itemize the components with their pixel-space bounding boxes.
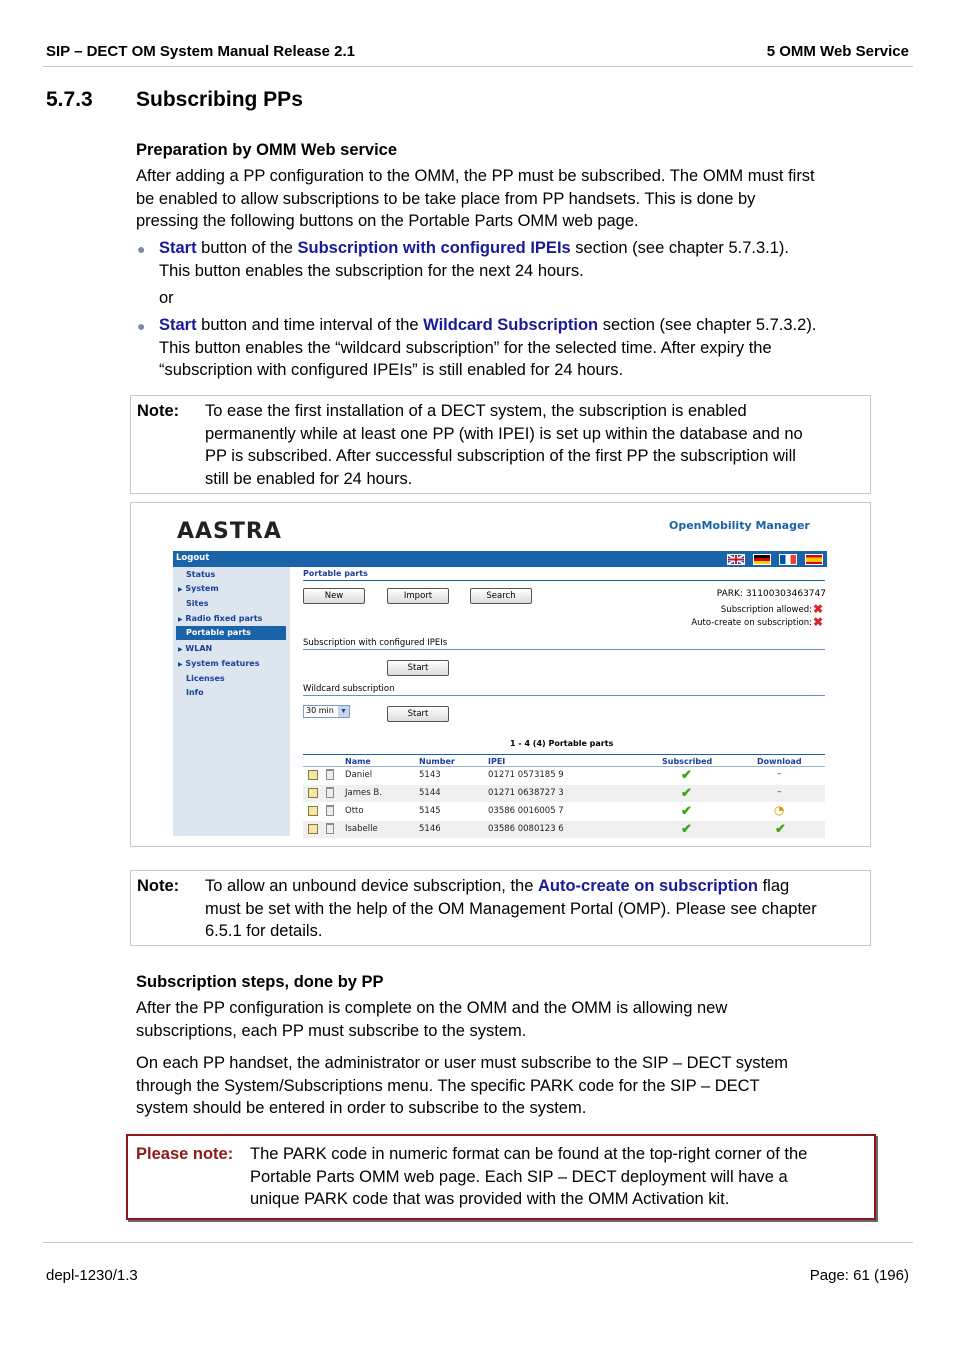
park-code: PARK: 31100303463747 bbox=[716, 589, 826, 599]
nav-portable-parts[interactable]: Portable parts bbox=[176, 626, 286, 640]
text-line: must be set with the help of the OM Management Portal (OMP). Please see chapter bbox=[205, 899, 817, 918]
prep-paragraph bbox=[136, 165, 815, 233]
check-icon: ✔ bbox=[681, 785, 692, 800]
cell-number: 5144 bbox=[419, 788, 441, 798]
nav-system-features[interactable] bbox=[178, 659, 260, 668]
note-box-1 bbox=[130, 395, 871, 494]
section-ipei-label: Subscription with configured IPEIs bbox=[303, 638, 448, 648]
please-note-label: Please note: bbox=[136, 1145, 234, 1163]
section-wildcard-label: Wildcard subscription bbox=[303, 684, 395, 694]
text: button and time interval of the bbox=[196, 316, 424, 334]
cell-number: 5143 bbox=[419, 770, 441, 780]
trash-icon[interactable] bbox=[326, 769, 334, 780]
nav-label: System bbox=[185, 584, 219, 593]
table-row[interactable] bbox=[303, 785, 825, 802]
col-download[interactable]: Download bbox=[757, 757, 802, 766]
nav-wlan[interactable] bbox=[178, 644, 212, 653]
triangle-right-icon: ▶ bbox=[178, 616, 183, 623]
text-line: permanently while at least one PP (with IPEI) is set up within the database and no bbox=[205, 424, 803, 443]
table-row[interactable] bbox=[303, 821, 825, 838]
cell-name: James B. bbox=[345, 788, 382, 798]
table-body bbox=[303, 767, 825, 839]
footer-right: Page: 61 (196) bbox=[809, 1267, 909, 1284]
col-number[interactable]: Number bbox=[419, 757, 455, 766]
prep-heading: Preparation by OMM Web service bbox=[136, 141, 398, 159]
title-rule bbox=[303, 580, 825, 581]
bullet-icon: ● bbox=[137, 241, 146, 257]
flag-es-icon[interactable] bbox=[805, 554, 823, 565]
cell-ipei: 01271 0573185 9 bbox=[488, 770, 564, 780]
product-name: OpenMobility Manager bbox=[669, 519, 810, 532]
flag-de-icon[interactable] bbox=[753, 554, 771, 565]
text: To allow an unbound device subscription, the bbox=[205, 877, 538, 895]
start-link: Start bbox=[159, 316, 197, 334]
trash-icon[interactable] bbox=[326, 823, 334, 834]
note-text bbox=[205, 875, 817, 943]
auto-create-link: Auto-create on subscription bbox=[537, 877, 758, 895]
edit-icon[interactable] bbox=[308, 824, 318, 834]
note-box-2 bbox=[130, 870, 871, 946]
text: flag bbox=[758, 877, 790, 895]
bullet-item-2 bbox=[159, 314, 816, 382]
text: button of the bbox=[196, 239, 298, 257]
start-link: Start bbox=[159, 239, 197, 257]
new-button[interactable]: New bbox=[303, 588, 365, 604]
triangle-right-icon: ▶ bbox=[178, 661, 183, 668]
text-line: To ease the first installation of a DECT system, the subscription is enabled bbox=[205, 402, 747, 420]
text-line: After adding a PP configuration to the OMM, the PP must be subscribed. The OMM must first bbox=[136, 167, 815, 185]
please-note-box bbox=[126, 1134, 876, 1220]
check-icon: ✔ bbox=[681, 803, 692, 818]
text-line: system should be entered in order to subscribe to the system. bbox=[136, 1099, 587, 1117]
trash-icon[interactable] bbox=[326, 805, 334, 816]
bullet-icon: ● bbox=[137, 318, 146, 334]
cross-icon: ✖ bbox=[813, 615, 824, 629]
text-line: This button enables the subscription for the next 24 hours. bbox=[159, 261, 584, 280]
cross-icon: ✖ bbox=[813, 602, 824, 616]
edit-icon[interactable] bbox=[308, 770, 318, 780]
note-label: Note: bbox=[137, 877, 180, 895]
footer-rule bbox=[43, 1242, 913, 1243]
select-value: 30 min bbox=[306, 706, 334, 715]
text-line: through the System/Subscriptions menu. The specific PARK code for the SIP – DECT bbox=[136, 1076, 760, 1095]
col-subscribed[interactable]: Subscribed bbox=[662, 757, 713, 766]
text: section (see chapter 5.7.3.2). bbox=[598, 316, 817, 334]
check-icon: ✔ bbox=[775, 821, 786, 836]
footer-left: depl-1230/1.3 bbox=[46, 1267, 138, 1284]
edit-icon[interactable] bbox=[308, 788, 318, 798]
nav-label: Radio fixed parts bbox=[185, 614, 263, 623]
section-rule bbox=[303, 695, 825, 696]
please-note-text bbox=[250, 1143, 807, 1211]
auto-create-label: Auto-create on subscription: bbox=[691, 618, 812, 628]
text-line: “subscription with configured IPEIs” is still enabled for 24 hours. bbox=[159, 361, 624, 379]
nav-label: System features bbox=[185, 659, 260, 668]
logout-link[interactable]: Logout bbox=[176, 553, 210, 563]
clock-icon: ◔ bbox=[774, 803, 785, 817]
flag-fr-icon[interactable] bbox=[779, 554, 797, 565]
cell-number: 5145 bbox=[419, 806, 441, 816]
nav-label: WLAN bbox=[185, 644, 213, 653]
cell-name: Isabelle bbox=[345, 824, 378, 834]
nav-licenses[interactable]: Licenses bbox=[186, 674, 225, 683]
text-line: unique PARK code that was provided with the OMM Activation kit. bbox=[250, 1190, 730, 1208]
text-line: PP is subscribed. After successful subscription of the first PP the subscription will bbox=[205, 447, 796, 465]
edit-icon[interactable] bbox=[308, 806, 318, 816]
steps-heading: Subscription steps, done by PP bbox=[136, 973, 384, 991]
steps-paragraph-2 bbox=[136, 1052, 788, 1120]
text-line: After the PP configuration is complete on the OMM and the OMM is allowing new bbox=[136, 999, 728, 1017]
cell-number: 5146 bbox=[419, 824, 441, 834]
start-wildcard-button[interactable]: Start bbox=[387, 706, 449, 722]
header-right: 5 OMM Web Service bbox=[766, 43, 909, 60]
or-text: or bbox=[159, 289, 174, 307]
cell-download: – bbox=[777, 787, 782, 797]
text-line: pressing the following buttons on the Portable Parts OMM web page. bbox=[136, 212, 639, 230]
check-icon: ✔ bbox=[681, 821, 692, 836]
text-line: be enabled to allow subscriptions to be take place from PP handsets. This is done by bbox=[136, 189, 756, 208]
subscription-ipei-link: Subscription with configured IPEIs bbox=[297, 239, 571, 257]
triangle-right-icon: ▶ bbox=[178, 586, 183, 593]
omm-screenshot bbox=[130, 502, 871, 847]
import-button[interactable]: Import bbox=[387, 588, 449, 604]
text-line: subscriptions, each PP must subscribe to the system. bbox=[136, 1021, 527, 1040]
cell-ipei: 03586 0080123 6 bbox=[488, 824, 564, 834]
section-rule bbox=[303, 649, 825, 650]
col-ipei[interactable]: IPEI bbox=[488, 757, 506, 766]
note-label: Note: bbox=[137, 402, 180, 420]
text-line: still be enabled for 24 hours. bbox=[205, 469, 413, 488]
col-name[interactable]: Name bbox=[345, 757, 371, 766]
sidebar bbox=[173, 567, 290, 836]
content-title: Portable parts bbox=[303, 569, 368, 578]
duration-select[interactable] bbox=[303, 705, 350, 718]
triangle-right-icon: ▶ bbox=[178, 646, 183, 653]
text-line: On each PP handset, the administrator or user must subscribe to the SIP – DECT system bbox=[136, 1054, 789, 1072]
aastra-logo: AASTRA bbox=[177, 519, 282, 544]
cell-ipei: 03586 0016005 7 bbox=[488, 806, 564, 816]
nav-system[interactable] bbox=[178, 584, 219, 593]
subscription-allowed-label: Subscription allowed: bbox=[720, 605, 812, 615]
header-left: SIP – DECT OM System Manual Release 2.1 bbox=[46, 43, 356, 60]
text: section (see chapter 5.7.3.1). bbox=[570, 239, 789, 257]
trash-icon[interactable] bbox=[326, 787, 334, 798]
cell-ipei: 01271 0638727 3 bbox=[488, 788, 564, 798]
text-line: This button enables the “wildcard subscription” for the selected time. After expiry the bbox=[159, 338, 772, 357]
bullet-item-1 bbox=[159, 237, 789, 282]
text-line: Portable Parts OMM web page. Each SIP – DECT deployment will have a bbox=[250, 1167, 788, 1186]
table-rule bbox=[303, 754, 825, 755]
cell-name: Daniel bbox=[345, 770, 373, 780]
cell-download: – bbox=[777, 769, 782, 779]
nav-info[interactable]: Info bbox=[186, 688, 204, 697]
header-rule bbox=[43, 66, 913, 67]
section-title: Subscribing PPs bbox=[136, 88, 303, 111]
search-button[interactable]: Search bbox=[470, 588, 532, 604]
nav-status[interactable]: Status bbox=[186, 570, 216, 579]
wildcard-subscription-link: Wildcard Subscription bbox=[423, 316, 599, 334]
start-ipei-button[interactable]: Start bbox=[387, 660, 449, 676]
flag-uk-icon[interactable] bbox=[727, 554, 745, 565]
text-line: 6.5.1 for details. bbox=[205, 922, 323, 940]
steps-paragraph-1 bbox=[136, 997, 727, 1042]
text-line: The PARK code in numeric format can be found at the top-right corner of the bbox=[250, 1145, 808, 1163]
nav-radio-fixed-parts[interactable] bbox=[178, 614, 262, 623]
cell-name: Otto bbox=[345, 806, 364, 816]
section-number: 5.7.3 bbox=[46, 88, 93, 111]
chevron-down-icon[interactable]: ▼ bbox=[338, 706, 349, 717]
check-icon: ✔ bbox=[681, 767, 692, 782]
table-row[interactable] bbox=[303, 767, 825, 784]
nav-sites[interactable]: Sites bbox=[186, 599, 209, 608]
table-caption: 1 - 4 (4) Portable parts bbox=[510, 739, 614, 748]
note-text bbox=[205, 400, 803, 490]
table-row[interactable] bbox=[303, 803, 825, 820]
top-bar bbox=[173, 551, 827, 567]
